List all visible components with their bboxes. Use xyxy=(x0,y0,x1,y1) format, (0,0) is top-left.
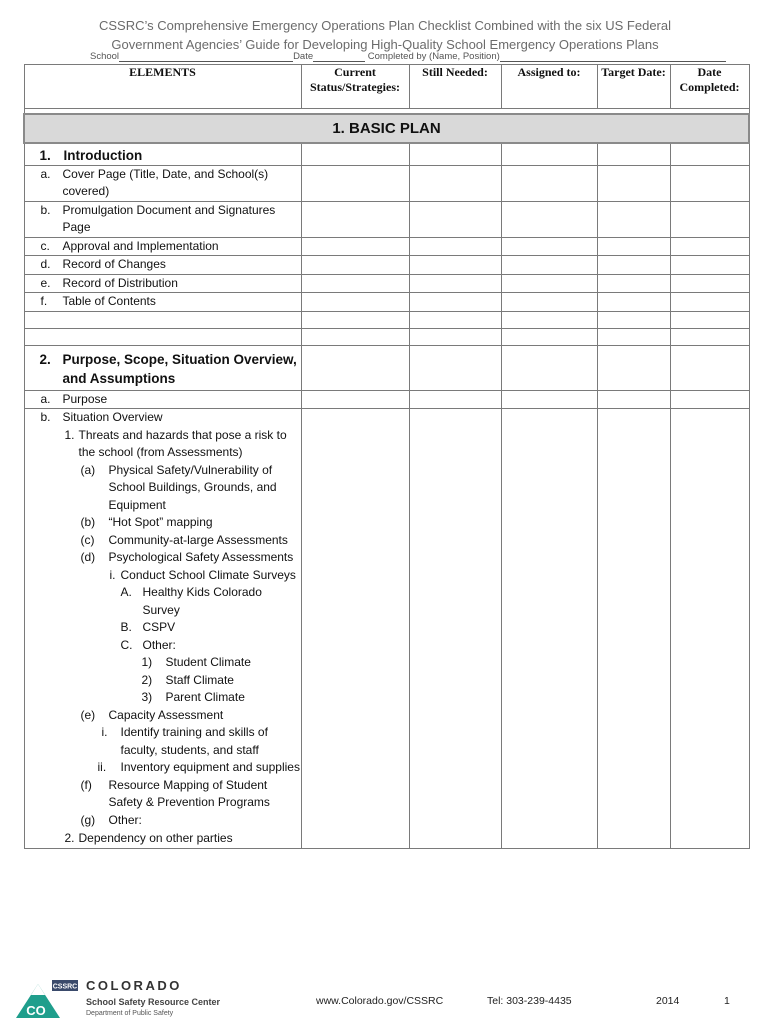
still-needed-cell[interactable] xyxy=(409,293,501,312)
element-cell xyxy=(24,165,301,201)
table-row xyxy=(24,256,749,275)
page-number: 1 xyxy=(724,995,730,1007)
list-item: d. Record of Changes xyxy=(40,257,166,271)
list-item: a. Purpose xyxy=(40,391,108,406)
brand-department: Department of Public Safety xyxy=(86,1010,174,1017)
list-item: 2. Purpose, Scope, Situation Overview, and Assumptions xyxy=(39,351,297,386)
current-status-cell[interactable] xyxy=(301,165,409,201)
list-item: b. Promulgation Document and Signatures Page xyxy=(40,202,276,234)
brand-subtitle: School Safety Resource Center xyxy=(86,997,221,1007)
section-row xyxy=(24,114,749,143)
list-item: 1. Threats and hazards that pose a risk to the school (from Assessments) xyxy=(64,427,287,459)
current-status-cell[interactable] xyxy=(301,311,409,328)
current-status-cell[interactable] xyxy=(301,293,409,312)
list-item: (f) Resource Mapping of Student Safety & Prevention Programs xyxy=(80,777,270,809)
fill-in-line xyxy=(90,51,750,62)
list-item: a. Cover Page (Title, Date, and School(s) covered) xyxy=(40,166,269,198)
list-item: e. Record of Distribution xyxy=(40,275,178,290)
assigned-to-cell[interactable] xyxy=(501,293,597,312)
list-item: i. Identify training and skills of faculty, students, and staff xyxy=(101,725,268,757)
target-date-cell[interactable] xyxy=(597,274,670,293)
header-row xyxy=(24,65,749,109)
table-row xyxy=(24,328,749,345)
svg-text:CO: CO xyxy=(26,1003,46,1018)
list-item: (a) Physical Safety/Vulnerability of School Buildings, Grounds, and Equipment xyxy=(80,462,277,512)
colorado-logo xyxy=(14,978,80,1018)
list-item: (e) Capacity Assessment xyxy=(80,707,224,722)
assigned-to-cell[interactable] xyxy=(501,345,597,390)
date-completed-cell[interactable] xyxy=(670,256,749,275)
element-cell xyxy=(24,328,301,345)
checklist-table xyxy=(23,64,750,849)
element-cell xyxy=(24,390,301,409)
date-completed-cell[interactable] xyxy=(670,165,749,201)
table-row xyxy=(24,345,749,390)
assigned-to-cell[interactable] xyxy=(501,311,597,328)
current-status-cell[interactable] xyxy=(301,143,409,165)
brand-block xyxy=(86,978,220,1019)
element-cell xyxy=(24,201,301,237)
still-needed-cell[interactable] xyxy=(409,143,501,165)
assigned-to-cell[interactable] xyxy=(501,201,597,237)
table-row xyxy=(24,274,749,293)
completed-by-blank[interactable] xyxy=(500,51,726,62)
list-item: 1) Student Climate xyxy=(141,655,251,669)
still-needed-cell[interactable] xyxy=(409,409,501,849)
date-blank[interactable] xyxy=(313,51,365,62)
list-item: ii. Inventory equipment and supplies xyxy=(97,760,300,774)
elements-header: ELEMENTS xyxy=(24,65,301,109)
list-item: f. Table of Contents xyxy=(40,294,156,308)
still-needed-cell[interactable] xyxy=(409,390,501,409)
current-status-cell[interactable] xyxy=(301,328,409,345)
element-cell xyxy=(24,311,301,328)
list-item: (g) Other: xyxy=(80,812,142,827)
target-date-cell[interactable] xyxy=(597,390,670,409)
date-completed-cell[interactable] xyxy=(670,274,749,293)
list-item: 2. Dependency on other parties xyxy=(64,831,233,845)
list-item: (c) Community-at-large Assessments xyxy=(80,532,288,547)
assigned-to-cell[interactable] xyxy=(501,390,597,409)
list-item: B. CSPV xyxy=(120,620,176,634)
element-cell xyxy=(24,256,301,275)
date-completed-cell[interactable] xyxy=(670,390,749,409)
current-status-cell[interactable] xyxy=(301,345,409,390)
completed-by-label: Completed by (Name, Position) xyxy=(367,51,500,62)
element-cell xyxy=(24,274,301,293)
target-date-header: Target Date: xyxy=(597,65,670,109)
table-row xyxy=(24,409,749,849)
table-row xyxy=(24,237,749,256)
title-line-1: CSSRC’s Comprehensive Emergency Operations Plan Checklist Combined with the six US Federal xyxy=(99,18,671,33)
list-item: C. Other: xyxy=(120,637,176,652)
date-completed-cell[interactable] xyxy=(670,345,749,390)
footer-website[interactable]: www.Colorado.gov/CSSRC xyxy=(316,995,444,1007)
target-date-cell[interactable] xyxy=(597,143,670,165)
still-needed-cell[interactable] xyxy=(409,328,501,345)
date-completed-cell[interactable] xyxy=(670,328,749,345)
still-needed-header: Still Needed: xyxy=(409,65,501,109)
list-item: (d) Psychological Safety Assessments xyxy=(80,550,294,564)
assigned-to-cell[interactable] xyxy=(501,165,597,201)
assigned-to-cell[interactable] xyxy=(501,328,597,345)
list-item: 1. Introduction xyxy=(39,148,143,163)
table-row xyxy=(24,311,749,328)
still-needed-cell[interactable] xyxy=(409,256,501,275)
list-item: c. Approval and Implementation xyxy=(40,238,219,253)
assigned-to-cell[interactable] xyxy=(501,274,597,293)
current-status-cell[interactable] xyxy=(301,256,409,275)
brand-name: COLORADO xyxy=(86,978,182,993)
still-needed-cell[interactable] xyxy=(409,345,501,390)
table-row xyxy=(24,390,749,409)
assigned-to-header: Assigned to: xyxy=(501,65,597,109)
current-status-cell[interactable] xyxy=(301,390,409,409)
still-needed-cell[interactable] xyxy=(409,274,501,293)
still-needed-cell[interactable] xyxy=(409,237,501,256)
list-item: b. Situation Overview xyxy=(40,410,163,424)
target-date-cell[interactable] xyxy=(597,345,670,390)
still-needed-cell[interactable] xyxy=(409,165,501,201)
list-item: (b) “Hot Spot” mapping xyxy=(80,515,213,529)
date-completed-cell[interactable] xyxy=(670,237,749,256)
date-completed-cell[interactable] xyxy=(670,311,749,328)
date-label: Date xyxy=(293,51,314,62)
target-date-cell[interactable] xyxy=(597,311,670,328)
list-item: 3) Parent Climate xyxy=(141,690,245,704)
current-status-cell[interactable] xyxy=(301,201,409,237)
footer-year: 2014 xyxy=(656,995,680,1007)
date-completed-cell[interactable] xyxy=(670,201,749,237)
school-label: School xyxy=(90,51,120,62)
list-item: i. Conduct School Climate Surveys xyxy=(109,567,296,582)
table-row xyxy=(24,201,749,237)
target-date-cell[interactable] xyxy=(597,328,670,345)
table-row xyxy=(24,143,749,165)
assigned-to-cell[interactable] xyxy=(501,409,597,849)
footer-phone: Tel: 303-239-4435 xyxy=(487,995,572,1007)
current-status-cell[interactable] xyxy=(301,409,409,849)
still-needed-cell[interactable] xyxy=(409,311,501,328)
current-status-cell[interactable] xyxy=(301,274,409,293)
date-completed-cell[interactable] xyxy=(670,143,749,165)
element-cell xyxy=(24,143,301,165)
table-row xyxy=(24,293,749,312)
assigned-to-cell[interactable] xyxy=(501,256,597,275)
element-cell xyxy=(24,409,301,849)
title-line-2: Government Agencies’ Guide for Developing High-Quality School Emergency Operations Plans xyxy=(111,37,659,52)
document-title xyxy=(0,16,770,54)
target-date-cell[interactable] xyxy=(597,237,670,256)
section-title: 1. BASIC PLAN xyxy=(24,114,749,143)
table-row xyxy=(24,165,749,201)
target-date-cell[interactable] xyxy=(597,256,670,275)
date-completed-header: Date Completed: xyxy=(670,65,749,109)
assigned-to-cell[interactable] xyxy=(501,143,597,165)
still-needed-cell[interactable] xyxy=(409,201,501,237)
svg-text:CSSRC: CSSRC xyxy=(52,983,78,991)
date-completed-cell[interactable] xyxy=(670,293,749,312)
school-blank[interactable] xyxy=(119,51,293,62)
list-item: A. Healthy Kids Colorado Survey xyxy=(120,585,262,617)
current-status-cell[interactable] xyxy=(301,237,409,256)
target-date-cell[interactable] xyxy=(597,409,670,849)
date-completed-cell[interactable] xyxy=(670,409,749,849)
target-date-cell[interactable] xyxy=(597,293,670,312)
assigned-to-cell[interactable] xyxy=(501,237,597,256)
element-cell xyxy=(24,345,301,390)
page-footer xyxy=(0,970,770,1020)
list-item: 2) Staff Climate xyxy=(141,672,234,687)
element-cell xyxy=(24,237,301,256)
target-date-cell[interactable] xyxy=(597,201,670,237)
element-cell xyxy=(24,293,301,312)
target-date-cell[interactable] xyxy=(597,165,670,201)
current-status-header: Current Status/Strategies: xyxy=(301,65,409,109)
